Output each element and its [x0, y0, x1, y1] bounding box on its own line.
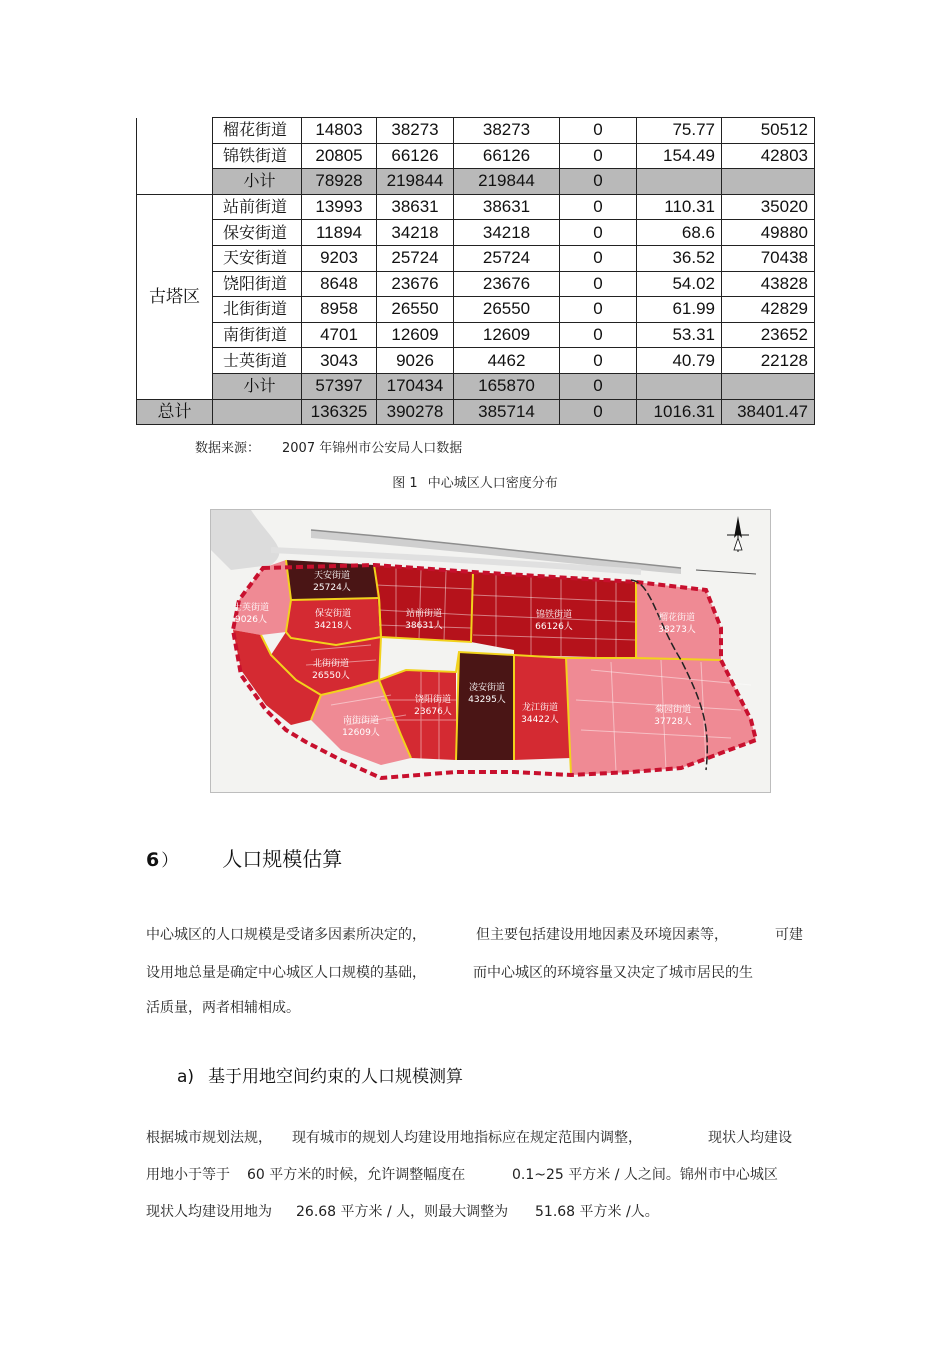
cell-c6: 70438 — [722, 245, 815, 271]
table-row — [137, 271, 815, 297]
street-name-cell: 站前街道 — [213, 194, 302, 220]
map-label-pop: 38273人 — [658, 625, 696, 635]
map-label-name: 保安街道 — [314, 609, 352, 619]
cell-c1: 3043 — [302, 348, 377, 374]
map-label-name: 锦铁街道 — [535, 610, 573, 620]
map-label-pop: 37728人 — [654, 717, 692, 727]
map-label-pop: 25724人 — [313, 583, 351, 593]
cell-c3: 23676 — [454, 271, 560, 297]
street-name-cell: 小计 — [213, 169, 302, 195]
map-label-name: 龙江街道 — [521, 703, 559, 713]
data-source-note — [195, 437, 462, 456]
cell-c4: 0 — [560, 271, 637, 297]
street-name-cell: 天安街道 — [213, 245, 302, 271]
cell-c6 — [722, 169, 815, 195]
map-label-pop: 34422人 — [521, 715, 559, 725]
data-source-text: 2007 年锦州市公安局人口数据 — [282, 441, 463, 456]
cell-c1: 78928 — [302, 169, 377, 195]
table-row — [137, 220, 815, 246]
paragraph-text: 中心城区的人口规模是受诸多因素所决定的， — [146, 927, 426, 943]
street-name-cell: 小计 — [213, 373, 302, 399]
cell-c4: 0 — [560, 194, 637, 220]
cell-c1: 11894 — [302, 220, 377, 246]
table-row — [137, 118, 815, 144]
cell-c2: 66126 — [377, 143, 454, 169]
map-label-name: 天安街道 — [313, 571, 351, 581]
cell-c4: 0 — [560, 143, 637, 169]
cell-c4: 0 — [560, 169, 637, 195]
map-label-name: 南街街道 — [342, 716, 380, 726]
section-paren: ） — [161, 851, 179, 871]
cell-c3: 34218 — [454, 220, 560, 246]
cell-c1: 8958 — [302, 297, 377, 323]
map-label-name: 榴花街道 — [658, 613, 696, 623]
paragraph-text: 用地小于等于 — [146, 1167, 230, 1183]
paragraph-text: 0.1~25 平方米 / 人之间。锦州市中心城区 — [512, 1167, 778, 1183]
cell-c3: 26550 — [454, 297, 560, 323]
map-label-pop: 38631人 — [405, 621, 443, 631]
street-name-cell: 士英街道 — [213, 348, 302, 374]
cell-c4: 0 — [560, 118, 637, 144]
map-label-name: 凌安街道 — [468, 683, 506, 693]
cell-c6: 23652 — [722, 322, 815, 348]
cell-c6: 50512 — [722, 118, 815, 144]
table-row — [137, 245, 815, 271]
cell-c6 — [722, 373, 815, 399]
district-cell: 古塔区 — [137, 194, 213, 399]
cell-c3: 38631 — [454, 194, 560, 220]
total-empty-cell — [213, 399, 302, 425]
cell-c4: 0 — [560, 245, 637, 271]
cell-c1: 57397 — [302, 373, 377, 399]
street-name-cell: 南街街道 — [213, 322, 302, 348]
cell-c5: 110.31 — [637, 194, 722, 220]
paragraph-text: 26.68 平方米 / 人，则最大调整为 — [296, 1204, 509, 1220]
total-label: 总计 — [137, 399, 213, 425]
map-label-pop: 43295人 — [468, 695, 506, 705]
total-row — [137, 399, 815, 425]
district-lingan — [456, 652, 514, 760]
cell-c4: 0 — [560, 220, 637, 246]
total-cell-c4: 0 — [560, 399, 637, 425]
paragraph-text: 60 平方米的时候，允许调整幅度在 — [247, 1167, 466, 1183]
cell-c2: 38273 — [377, 118, 454, 144]
map-label-pop: 26550人 — [312, 671, 350, 681]
cell-c5: 54.02 — [637, 271, 722, 297]
map-label-name: 北街街道 — [312, 659, 350, 669]
cell-c3: 219844 — [454, 169, 560, 195]
subtotal-row — [137, 373, 815, 399]
cell-c2: 26550 — [377, 297, 454, 323]
cell-c3: 4462 — [454, 348, 560, 374]
cell-c1: 4701 — [302, 322, 377, 348]
figure-title: 中心城区人口密度分布 — [427, 476, 558, 491]
subsection-label: a) — [177, 1067, 195, 1087]
cell-c2: 23676 — [377, 271, 454, 297]
cell-c4: 0 — [560, 322, 637, 348]
map-label-name: 士英街道 — [232, 603, 270, 613]
cell-c4: 0 — [560, 348, 637, 374]
table-row — [137, 194, 815, 220]
cell-c5 — [637, 373, 722, 399]
cell-c5: 75.77 — [637, 118, 722, 144]
cell-c1: 13993 — [302, 194, 377, 220]
cell-c2: 34218 — [377, 220, 454, 246]
paragraph-text: 可建 — [775, 927, 803, 943]
cell-c6: 35020 — [722, 194, 815, 220]
paragraph-text: 活质量，两者相辅相成。 — [146, 1000, 300, 1016]
cell-c5: 61.99 — [637, 297, 722, 323]
paragraph-text: 现有城市的规划人均建设用地指标应在规定范围内调整， — [292, 1130, 642, 1146]
street-name-cell: 锦铁街道 — [213, 143, 302, 169]
map-label-pop: 23676人 — [414, 707, 452, 717]
street-name-cell: 保安街道 — [213, 220, 302, 246]
cell-c6: 49880 — [722, 220, 815, 246]
cell-c1: 9203 — [302, 245, 377, 271]
street-name-cell: 北街街道 — [213, 297, 302, 323]
data-source-label: 数据来源： — [195, 441, 261, 456]
map-label-pop: 34218人 — [314, 621, 352, 631]
table-row — [137, 297, 815, 323]
cell-c5: 154.49 — [637, 143, 722, 169]
total-cell-c1: 136325 — [302, 399, 377, 425]
cell-c3: 165870 — [454, 373, 560, 399]
total-cell-c3: 385714 — [454, 399, 560, 425]
street-name-cell: 榴花街道 — [213, 118, 302, 144]
paragraph-text: 现状人均建设用地为 — [146, 1204, 272, 1220]
figure-number: 图 1 — [392, 476, 418, 491]
paragraph-text: 但主要包括建设用地因素及环境因素等， — [476, 927, 728, 943]
map-label-name: 站前街道 — [405, 609, 443, 619]
cell-c6: 43828 — [722, 271, 815, 297]
total-cell-c5: 1016.31 — [637, 399, 722, 425]
street-name-cell: 饶阳街道 — [213, 271, 302, 297]
cell-c5: 40.79 — [637, 348, 722, 374]
table-row — [137, 143, 815, 169]
map-label-pop: 66126人 — [535, 622, 573, 632]
paragraph-text: 而中心城区的环境容量又决定了城市居民的生 — [473, 965, 753, 981]
cell-c3: 38273 — [454, 118, 560, 144]
cell-c5: 53.31 — [637, 322, 722, 348]
total-cell-c2: 390278 — [377, 399, 454, 425]
cell-c1: 8648 — [302, 271, 377, 297]
cell-c1: 14803 — [302, 118, 377, 144]
subsection-title: 基于用地空间约束的人口规模测算 — [208, 1067, 464, 1087]
cell-c2: 9026 — [377, 348, 454, 374]
section-title: 人口规模估算 — [222, 847, 343, 871]
cell-c3: 25724 — [454, 245, 560, 271]
subsection-heading — [177, 1062, 463, 1087]
figure-caption — [0, 472, 950, 491]
cell-c2: 38631 — [377, 194, 454, 220]
cell-c6: 22128 — [722, 348, 815, 374]
cell-c6: 42803 — [722, 143, 815, 169]
subtotal-row — [137, 169, 815, 195]
cell-c3: 66126 — [454, 143, 560, 169]
cell-c4: 0 — [560, 373, 637, 399]
map-label-pop: 12609人 — [342, 728, 380, 738]
cell-c3: 12609 — [454, 322, 560, 348]
cell-c5: 68.6 — [637, 220, 722, 246]
section-number: 6 — [146, 849, 160, 871]
population-density-map — [210, 509, 771, 793]
paragraph-text: 现状人均建设 — [708, 1130, 792, 1146]
table-row — [137, 348, 815, 374]
map-label-name: 饶阳街道 — [414, 695, 452, 705]
district-cell-prev — [137, 118, 213, 195]
cell-c5 — [637, 169, 722, 195]
cell-c2: 12609 — [377, 322, 454, 348]
cell-c4: 0 — [560, 297, 637, 323]
cell-c2: 25724 — [377, 245, 454, 271]
cell-c2: 170434 — [377, 373, 454, 399]
paragraph-text: 根据城市规划法规， — [146, 1130, 272, 1146]
cell-c1: 20805 — [302, 143, 377, 169]
cell-c2: 219844 — [377, 169, 454, 195]
map-label-pop: 9026人 — [235, 615, 267, 625]
table-row — [137, 322, 815, 348]
density-map-svg — [211, 510, 770, 792]
map-label-name: 菊园街道 — [654, 705, 692, 715]
total-cell-c6: 38401.47 — [722, 399, 815, 425]
section-heading — [146, 843, 342, 872]
population-table — [136, 117, 815, 425]
paragraph-text: 设用地总量是确定中心城区人口规模的基础， — [146, 965, 426, 981]
cell-c5: 36.52 — [637, 245, 722, 271]
cell-c6: 42829 — [722, 297, 815, 323]
paragraph-text: 51.68 平方米 /人。 — [535, 1204, 659, 1220]
